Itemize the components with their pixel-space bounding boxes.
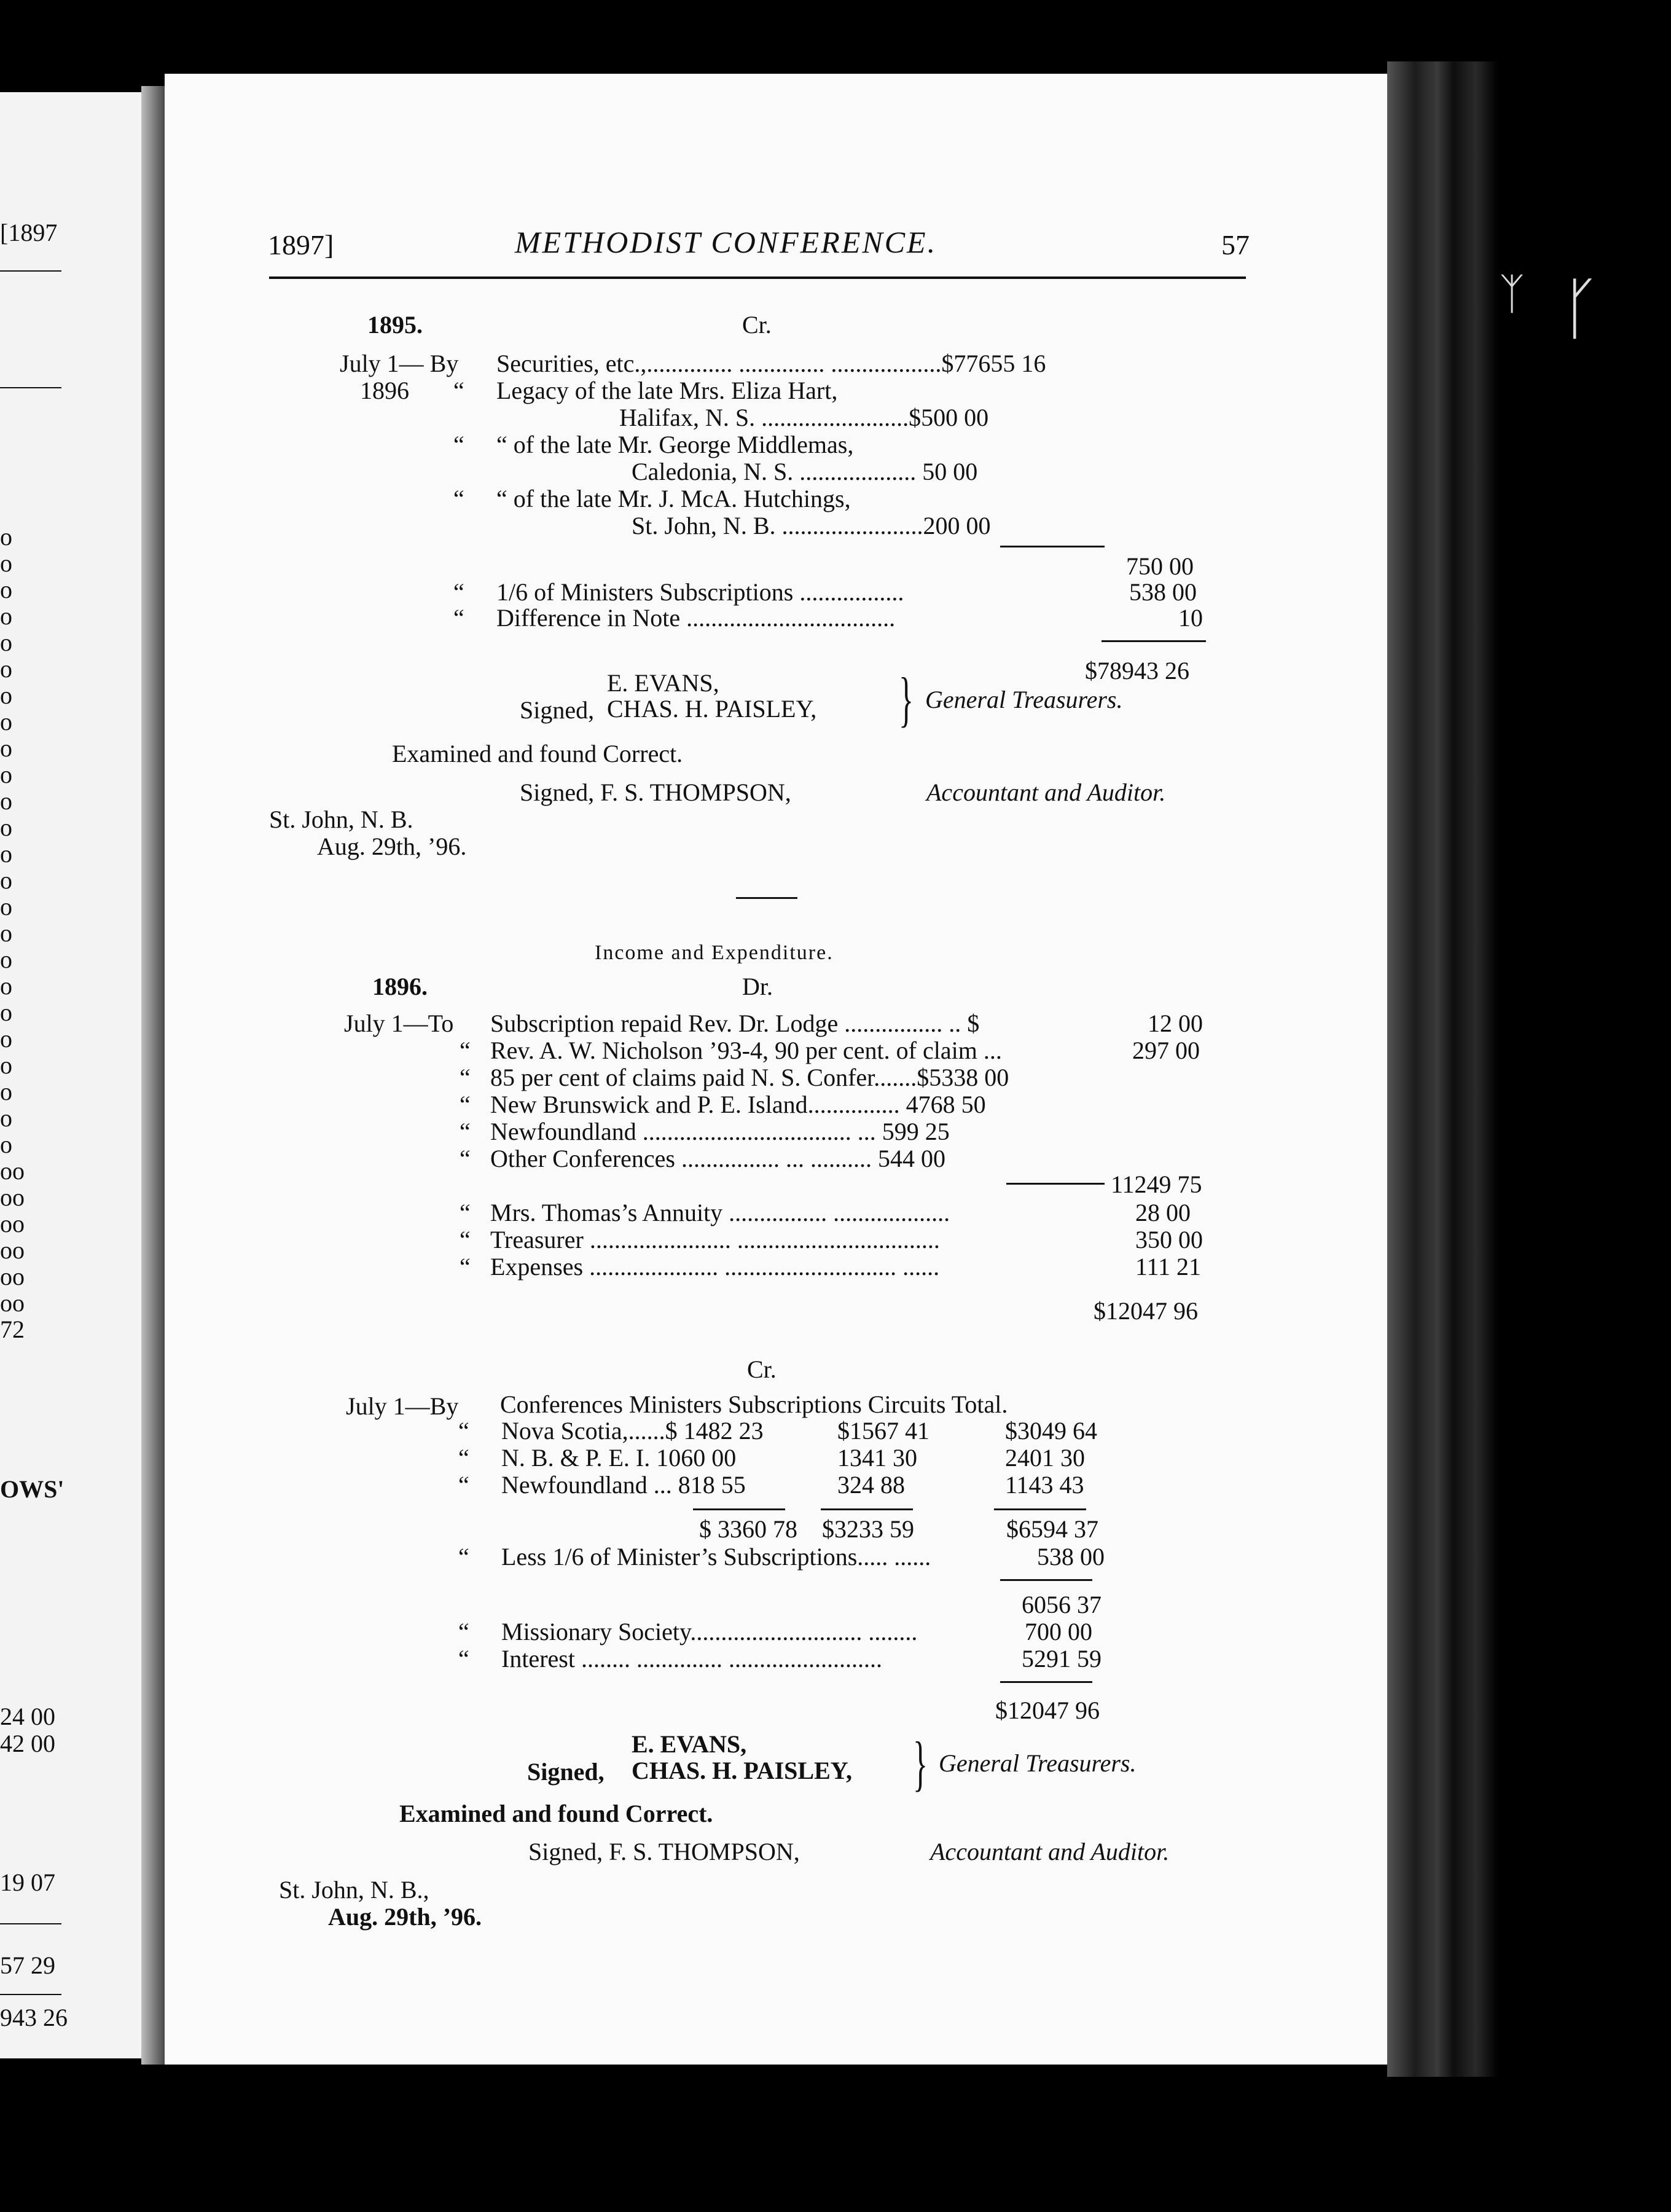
left-fragment: o (0, 708, 12, 735)
ie-year: 1896. (372, 973, 428, 1000)
subtotal-amount: 750 00 (1126, 552, 1194, 580)
cr-line: Halifax, N. S. ........................$500 00 (619, 404, 989, 431)
sign-date: Aug. 29th, ’96. (328, 1903, 482, 1931)
quote-mark: “ (460, 1091, 471, 1118)
left-year: [1897 (0, 219, 58, 246)
quote-mark: “ (458, 1471, 469, 1499)
cr2-heading: Cr. (747, 1355, 777, 1383)
quote-mark: “ (460, 1253, 471, 1281)
left-fragment: o (0, 549, 12, 577)
less-amount: 538 00 (1037, 1543, 1105, 1571)
treasurer-name-1: E. EVANS, (632, 1730, 747, 1758)
cr2-total-rule (1000, 1681, 1092, 1683)
ie-line: Treasurer ....................... ................................. (490, 1226, 940, 1253)
ie-heading: Income and Expenditure. (595, 941, 834, 964)
difference-amount: 10 (1178, 604, 1203, 632)
quote-mark: “ (458, 1417, 469, 1445)
treasurer-role: General Treasurers. (939, 1749, 1137, 1777)
quote-mark: “ (460, 1145, 471, 1172)
left-rule-2 (0, 387, 61, 388)
quote-mark: “ (458, 1543, 469, 1571)
left-fragment: o (0, 761, 12, 788)
left-fragment: o (0, 893, 12, 920)
quote-mark: “ (458, 1645, 469, 1673)
missionary-line: Missionary Society............................ ........ (501, 1618, 918, 1645)
pressed-flower-mark: ᚴ (1560, 272, 1601, 347)
left-fragment: o (0, 629, 12, 656)
treasurer-name-1: E. EVANS, (607, 669, 719, 697)
cr2-total: $12047 96 (995, 1696, 1100, 1724)
examined-note: Examined and found Correct. (392, 740, 683, 767)
left-ows: OWS' (0, 1475, 65, 1503)
missionary-amount: 700 00 (1025, 1618, 1092, 1645)
difference-line: Difference in Note .................................. (496, 604, 896, 632)
ie-amount: 111 21 (1135, 1253, 1202, 1281)
cr2-row-circuits: 324 88 (837, 1471, 905, 1499)
cr2-row-name: Nova Scotia,......$ 1482 23 (501, 1417, 764, 1445)
left-fragment: oo (0, 1236, 25, 1264)
ministers-amount: 538 00 (1129, 578, 1197, 606)
cr-date: July 1— By (340, 350, 459, 377)
quote-mark: “ (453, 578, 464, 606)
left-fragment: oo (0, 1289, 25, 1317)
auditor-role: Accountant and Auditor. (930, 1838, 1170, 1865)
left-amount: 19 07 (0, 1869, 55, 1896)
left-fragment: o (0, 1131, 12, 1158)
signed-label: Signed, (527, 1758, 605, 1786)
quote-mark: “ (453, 485, 464, 512)
auditor-signature: Signed, F. S. THOMPSON, (528, 1838, 800, 1865)
left-rule (0, 270, 61, 272)
left-fragment: o (0, 1104, 12, 1132)
cr2-row-total: 1143 43 (1005, 1471, 1084, 1499)
ie-amount: 297 00 (1132, 1037, 1200, 1064)
ie-line: Mrs. Thomas’s Annuity ................ ................... (490, 1199, 950, 1226)
left-fragment: oo (0, 1157, 25, 1185)
brace: } (899, 665, 914, 733)
auditor-role: Accountant and Auditor. (926, 779, 1166, 806)
interest-line: Interest ........ .............. ......................... (501, 1645, 882, 1673)
cr-total: $78943 26 (1085, 657, 1189, 684)
ie-amount: 12 00 (1148, 1010, 1203, 1037)
sum-ministers: $ 3360 78 (699, 1515, 797, 1543)
ie-subtotal-rule (1006, 1183, 1105, 1185)
left-amount: 42 00 (0, 1730, 55, 1757)
quote-mark: “ (460, 1037, 471, 1064)
ie-amount: 350 00 (1135, 1226, 1203, 1253)
ie-line: Rev. A. W. Nicholson ’93-4, 90 per cent. of claim ... (490, 1037, 1002, 1064)
ie-total: $12047 96 (1094, 1297, 1198, 1325)
cr-line: Legacy of the late Mrs. Eliza Hart, (496, 377, 838, 404)
cr-line: “ of the late Mr. J. McA. Hutchings, (496, 485, 851, 512)
book-page (165, 74, 1387, 2065)
left-fragment: o (0, 998, 12, 1026)
left-fragment: o (0, 681, 12, 709)
left-amount: 57 29 (0, 1951, 55, 1979)
subtotal-rule (1000, 546, 1105, 547)
quote-mark: “ (453, 377, 464, 404)
cr2-row-name: N. B. & P. E. I. 1060 00 (501, 1444, 737, 1472)
left-fragment: o (0, 787, 12, 815)
quote-mark: “ (453, 604, 464, 632)
cr-line: St. John, N. B. .......................200 00 (632, 512, 991, 539)
ministers-line: 1/6 of Ministers Subscriptions ................. (496, 578, 904, 606)
quote-mark: “ (460, 1226, 471, 1253)
cr2-row-circuits: 1341 30 (837, 1444, 917, 1472)
sum-rule (693, 1508, 785, 1510)
cr2-row-total: 2401 30 (1005, 1444, 1085, 1472)
left-fragment: oo (0, 1210, 25, 1237)
left-fragment: o (0, 602, 12, 630)
examined-note: Examined and found Correct. (399, 1800, 713, 1827)
left-fragment: o (0, 1025, 12, 1053)
sum-total: $6594 37 (1006, 1515, 1098, 1543)
quote-mark: “ (458, 1444, 469, 1472)
left-fragment: oo (0, 1263, 25, 1290)
treasurer-name-2: CHAS. H. PAISLEY, (632, 1757, 852, 1784)
sign-place: St. John, N. B. (269, 806, 413, 833)
quote-mark: “ (460, 1118, 471, 1145)
ie-line: Expenses ..................... ............................ ...... (490, 1253, 940, 1281)
pressed-flower-mark: ᛉ (1499, 271, 1525, 318)
left-fragment: o (0, 734, 12, 762)
cr2-row-name: Newfoundland ... 818 55 (501, 1471, 746, 1499)
left-fragment: o (0, 576, 12, 603)
sign-place: St. John, N. B., (279, 1876, 429, 1904)
cr2-columns: Conferences Ministers Subscriptions Circuits Total. (500, 1390, 1008, 1418)
sign-date: Aug. 29th, ’96. (317, 833, 467, 860)
ie-dr: Dr. (742, 973, 773, 1000)
page-number: 57 (1221, 229, 1250, 261)
ie-line: Other Conferences ................ ... .......... 544 00 (490, 1145, 945, 1172)
cr-year-2: 1896 (360, 377, 409, 404)
header-rule (269, 276, 1246, 279)
left-rule-4 (0, 1994, 61, 1995)
left-fragment: oo (0, 1183, 25, 1211)
left-fragment: o (0, 655, 12, 683)
cr2-row-circuits: $1567 41 (837, 1417, 929, 1445)
ie-amount: 28 00 (1135, 1199, 1191, 1226)
left-fragment: 72 (0, 1316, 25, 1343)
cr2-date: July 1—By (346, 1392, 459, 1420)
cr-heading: Cr. (742, 311, 772, 339)
book-page-edges (1387, 61, 1498, 2077)
previous-page-edge (0, 92, 154, 2058)
interest-amount: 5291 59 (1022, 1645, 1102, 1673)
left-fragment: o (0, 919, 12, 947)
cr-year: 1895. (367, 311, 423, 339)
sum-rule (821, 1508, 913, 1510)
left-amount: 24 00 (0, 1703, 55, 1730)
quote-mark: “ (460, 1064, 471, 1091)
left-fragment: o (0, 866, 12, 894)
ie-line: Subscription repaid Rev. Dr. Lodge ................ .. $ (490, 1010, 980, 1037)
sum-circuits: $3233 59 (822, 1515, 914, 1543)
treasurer-name-2: CHAS. H. PAISLEY, (607, 695, 817, 723)
left-fragment: o (0, 946, 12, 973)
left-fragment: o (0, 523, 12, 551)
auditor-signature: Signed, F. S. THOMPSON, (520, 779, 791, 806)
ie-date: July 1—To (344, 1010, 454, 1037)
ie-line: 85 per cent of claims paid N. S. Confer.......$5338 00 (490, 1064, 1009, 1091)
left-fragment: o (0, 1078, 12, 1105)
ie-subtotal: 11249 75 (1111, 1171, 1202, 1198)
cr2-row-total: $3049 64 (1005, 1417, 1097, 1445)
less-line: Less 1/6 of Minister’s Subscriptions..... ...... (501, 1543, 931, 1571)
ie-line: New Brunswick and P. E. Island............... 4768 50 (490, 1091, 986, 1118)
page-title: METHODIST CONFERENCE. (515, 225, 937, 259)
quote-mark: “ (453, 431, 464, 458)
sum-rule (994, 1508, 1086, 1510)
net-rule (1000, 1579, 1092, 1581)
cr-line: Securities, etc.,.............. .............. ..................$77655 16 (496, 350, 1046, 377)
total-rule (1102, 640, 1206, 642)
left-fragment: o (0, 972, 12, 1000)
quote-mark: “ (458, 1618, 469, 1645)
quote-mark: “ (460, 1199, 471, 1226)
net-amount: 6056 37 (1022, 1591, 1102, 1618)
brace: } (913, 1729, 928, 1797)
cr-line: Caledonia, N. S. ................... 50 00 (632, 458, 978, 485)
header-year: 1897] (268, 229, 334, 261)
left-fragment: o (0, 814, 12, 841)
signed-label: Signed, (520, 696, 595, 724)
left-amount: 943 26 (0, 2004, 68, 2031)
ie-line: Newfoundland .................................. ... 599 25 (490, 1118, 950, 1145)
left-fragment: o (0, 1051, 12, 1079)
left-rule-3 (0, 1923, 61, 1924)
left-fragment: o (0, 840, 12, 868)
cr-line: “ of the late Mr. George Middlemas, (496, 431, 854, 458)
treasurer-role: General Treasurers. (925, 686, 1123, 713)
section-divider (736, 897, 797, 899)
